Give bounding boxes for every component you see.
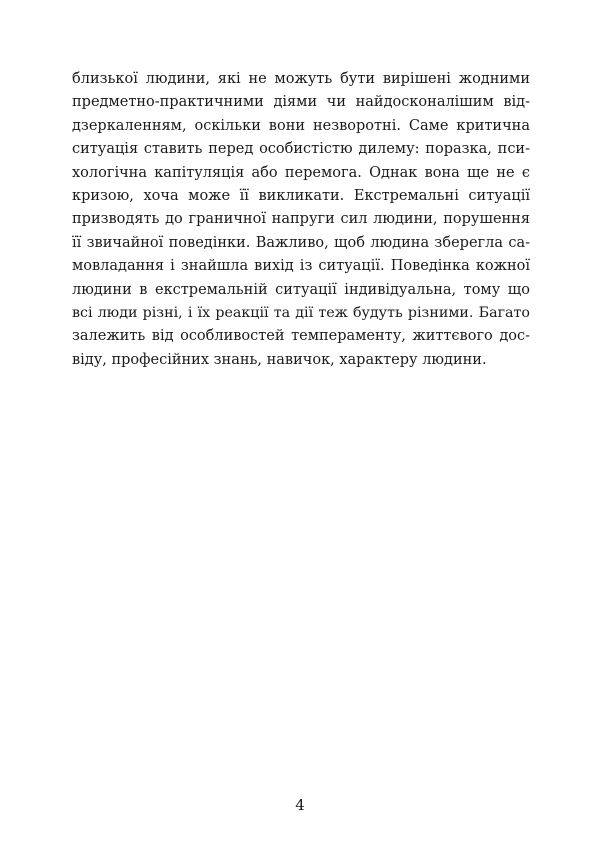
paragraph-line: призводять до граничної напруги сил людини, порушення (72, 211, 530, 228)
paragraph-line: дзеркаленням, оскільки вони незворотні. Саме критична (72, 117, 530, 134)
paragraph-line: всі люди різні, і їх реакції та дії теж будуть різними. Багато (72, 304, 530, 321)
page-number: 4 (295, 796, 305, 814)
paragraph-line: предметно-практичними діями чи найдосконалішим від- (72, 94, 530, 111)
paragraph-line: мовладання і знайшла вихід із ситуації. Поведінка кожної (72, 258, 530, 275)
paragraph-line: людини в екстремальній ситуації індивідуальна, тому що (72, 281, 530, 298)
paragraph-line: хологічна капітуляція або перемога. Однак вона ще не є (72, 164, 530, 181)
paragraph-line: залежить від особливостей темпераменту, життєвого дос- (72, 328, 530, 345)
paragraph-line: її звичайної поведінки. Важливо, щоб людина зберегла са- (72, 234, 530, 251)
paragraph-line: близької людини, які не можуть бути вирішені жодними (72, 71, 530, 87)
paragraph-line: ситуація ставить перед особистістю дилему: поразка, пси- (72, 141, 530, 158)
body-paragraph (72, 68, 530, 372)
paragraph-line: віду, професійних знань, навичок, характеру людини. (72, 351, 487, 368)
paragraph-line: кризою, хоча може її викликати. Екстремальні ситуації (72, 187, 530, 204)
